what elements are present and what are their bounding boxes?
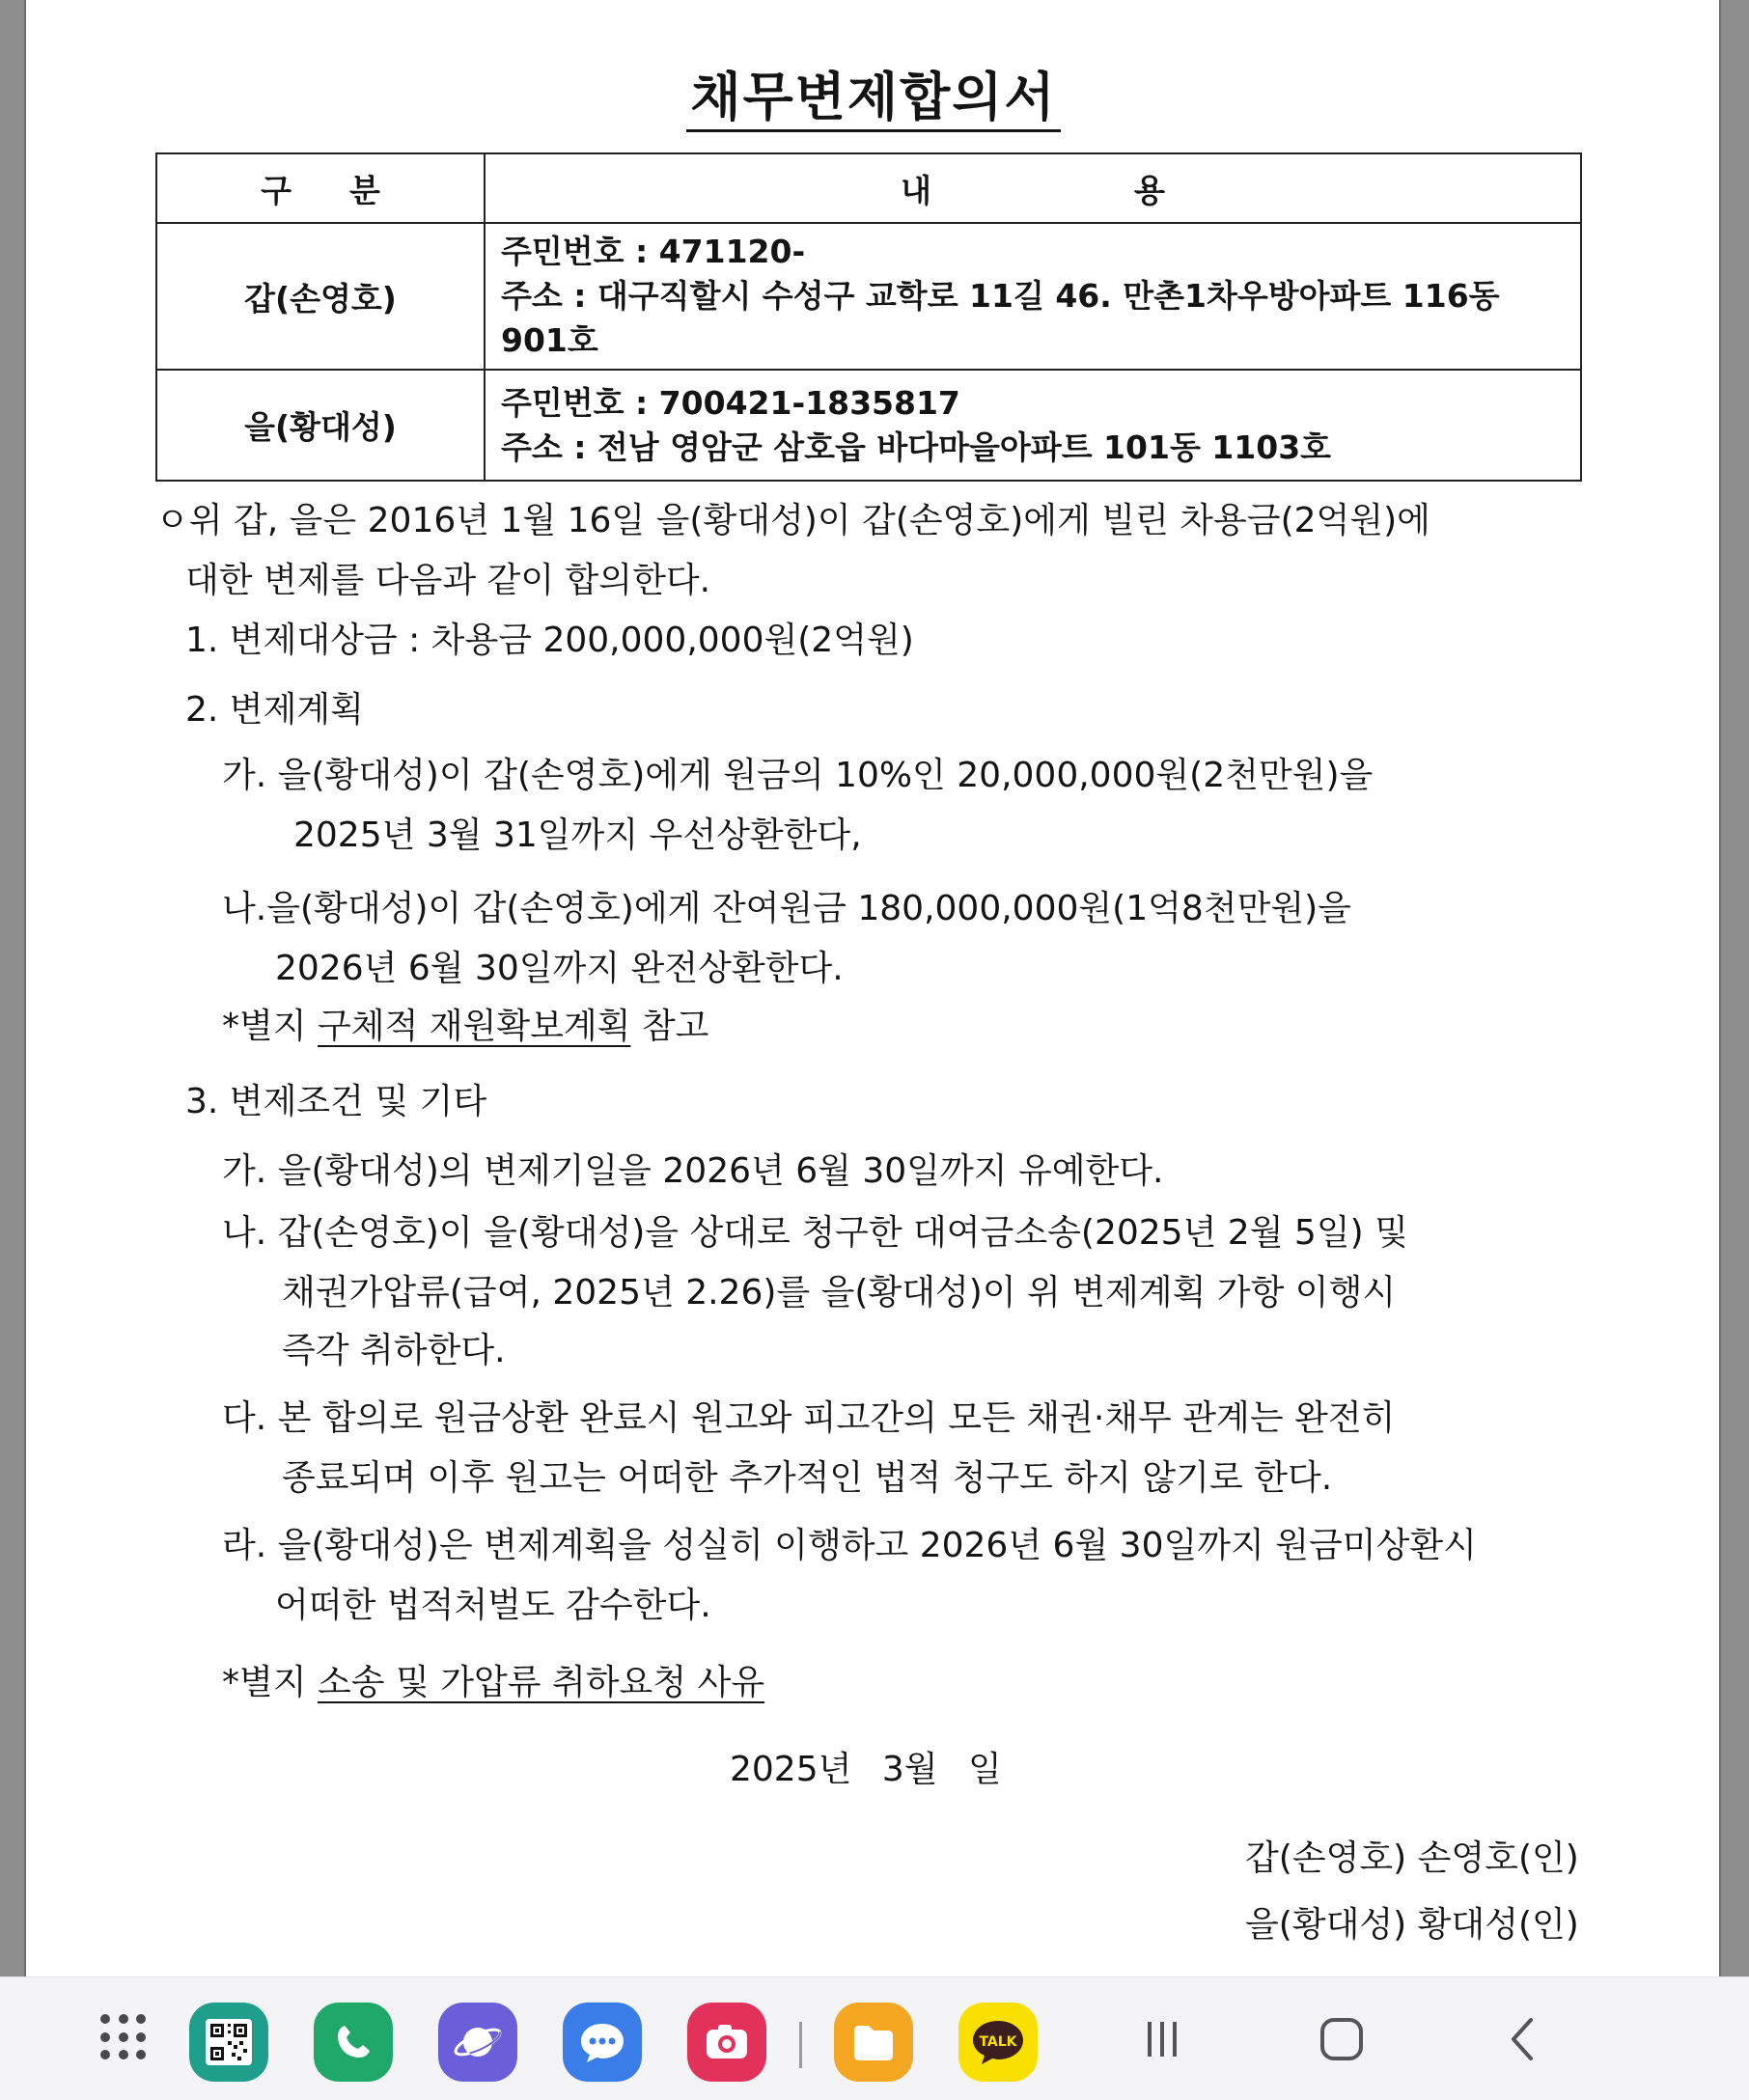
party-eul-id: 주민번호 : 700421-1835817 [501, 383, 960, 422]
home-icon [1319, 2016, 1365, 2062]
item-2-note-prefix: *별지 [222, 1007, 307, 1046]
signature-eul: 을(황대성) 황대성(인) [1245, 1905, 1579, 1945]
camera-icon[interactable] [687, 2003, 766, 2082]
item-3-na-line-2: 채권가압류(급여, 2025년 2.26)를 을(황대성)이 위 변제계획 가항 이행시 [282, 1273, 1397, 1312]
bottom-navigation-bar [0, 1976, 1749, 2100]
folder-glyph [848, 2017, 899, 2067]
party-eul-address: 주소 : 전남 영암군 삼호읍 바다마을아파트 101동 1103호 [501, 428, 1332, 466]
item-2-na-line-1: 나.을(황대성)이 갑(손영호)에게 잔여원금 180,000,000원(1억8천만원)을 [222, 889, 1351, 928]
app-drawer-icon[interactable] [100, 2014, 147, 2060]
table-row [156, 223, 1581, 370]
party-gap-address: 주소 : 대구직할시 수성구 교학로 11길 46. 만촌1차우방아파트 116동 901호 [501, 277, 1500, 359]
item-3-ga: 가. 을(황대성)의 변제기일을 2026년 6월 30일까지 유예한다. [222, 1151, 1164, 1191]
item-3-note-prefix: *별지 [222, 1663, 307, 1702]
item-2-na-line-2: 2026년 6월 30일까지 완전상환한다. [275, 949, 844, 988]
talk-bubble-glyph [969, 2015, 1027, 2069]
item-2-ga-line-1: 가. 을(황대성)이 갑(손영호)에게 원금의 10%인 20,000,000원(2천만원)을 [222, 756, 1374, 795]
internet-browser-icon[interactable] [438, 2003, 517, 2082]
dock-separator [799, 2022, 802, 2068]
document-title-text: 채무변제합의서 [686, 67, 1060, 132]
item-3-na-line-1: 나. 갑(손영호)이 을(황대성)을 상대로 청구한 대여금소송(2025년 2월 5일) 및 [222, 1213, 1408, 1253]
item-3-note-link: 소송 및 가압류 취하요청 사유 [318, 1663, 765, 1702]
intro-line-2: 대한 변제를 다음과 같이 합의한다. [185, 561, 711, 600]
party-info-table [155, 152, 1582, 482]
party-eul: 을(황대성) [156, 370, 485, 481]
camera-glyph [702, 2017, 752, 2067]
right-margin-bar [1719, 0, 1749, 1976]
table-header-row [156, 153, 1581, 223]
header-category: 구분 [156, 153, 485, 223]
chat-bubble-glyph [576, 2016, 628, 2068]
home-button[interactable] [1313, 2010, 1371, 2068]
phone-glyph [331, 2020, 375, 2064]
document-title [28, 56, 1719, 130]
recent-apps-button[interactable] [1133, 2010, 1191, 2068]
planet-glyph [452, 2016, 504, 2068]
back-icon [1504, 2016, 1542, 2062]
item-3-na-line-3: 즉각 취하한다. [282, 1331, 506, 1370]
item-2-note-link: 구체적 재원확보계획 [318, 1007, 631, 1046]
party-gap-detail [485, 223, 1581, 370]
phone-icon[interactable] [314, 2003, 393, 2082]
item-2-heading: 2. 변제계획 [185, 690, 364, 730]
back-button[interactable] [1494, 2010, 1552, 2068]
qr-scanner-icon[interactable] [189, 2003, 268, 2082]
talk-label: TALK [979, 2034, 1017, 2050]
item-3-da-line-1: 다. 본 합의로 원금상환 완료시 원고와 피고간의 모든 채권·채무 관계는 완전히 [222, 1398, 1396, 1438]
table-row [156, 370, 1581, 481]
qr-code-glyph [204, 2017, 254, 2067]
item-2-note-suffix: 참고 [641, 1007, 709, 1046]
kakaotalk-icon[interactable] [958, 2003, 1038, 2082]
party-eul-detail [485, 370, 1581, 481]
intro-line-1: ㅇ위 갑, 을은 2016년 1월 16일 을(황대성)이 갑(손영호)에게 빌린 차용금(2억원)에 [155, 501, 1430, 540]
my-files-icon[interactable] [834, 2003, 913, 2082]
item-3-ra-line-2: 어떠한 법적처벌도 감수한다. [275, 1586, 711, 1625]
item-3-da-line-2: 종료되며 이후 원고는 어떠한 추가적인 법적 청구도 하지 않기로 한다. [282, 1458, 1333, 1498]
party-gap-id: 주민번호 : 471120- [501, 233, 806, 270]
recent-apps-icon [1140, 2020, 1184, 2059]
item-2-ga-line-2: 2025년 3월 31일까지 우선상환한다, [293, 815, 862, 855]
left-margin-bar [0, 0, 26, 1976]
signature-gap: 갑(손영호) 손영호(인) [1245, 1838, 1579, 1878]
header-content: 내용 [485, 153, 1581, 223]
item-3-heading: 3. 변제조건 및 기타 [185, 1082, 487, 1121]
messages-icon[interactable] [563, 2003, 642, 2082]
document-page [28, 0, 1719, 1976]
item-3-note [222, 1654, 764, 1712]
party-gap: 갑(손영호) [156, 223, 485, 370]
item-2-note [222, 998, 708, 1056]
item-3-ra-line-1: 라. 을(황대성)은 변제계획을 성실히 이행하고 2026년 6월 30일까지 원금미상환시 [222, 1526, 1477, 1565]
agreement-date: 2025년 3월 일 [730, 1750, 1002, 1789]
item-1: 1. 변제대상금 : 차용금 200,000,000원(2억원) [185, 621, 914, 660]
